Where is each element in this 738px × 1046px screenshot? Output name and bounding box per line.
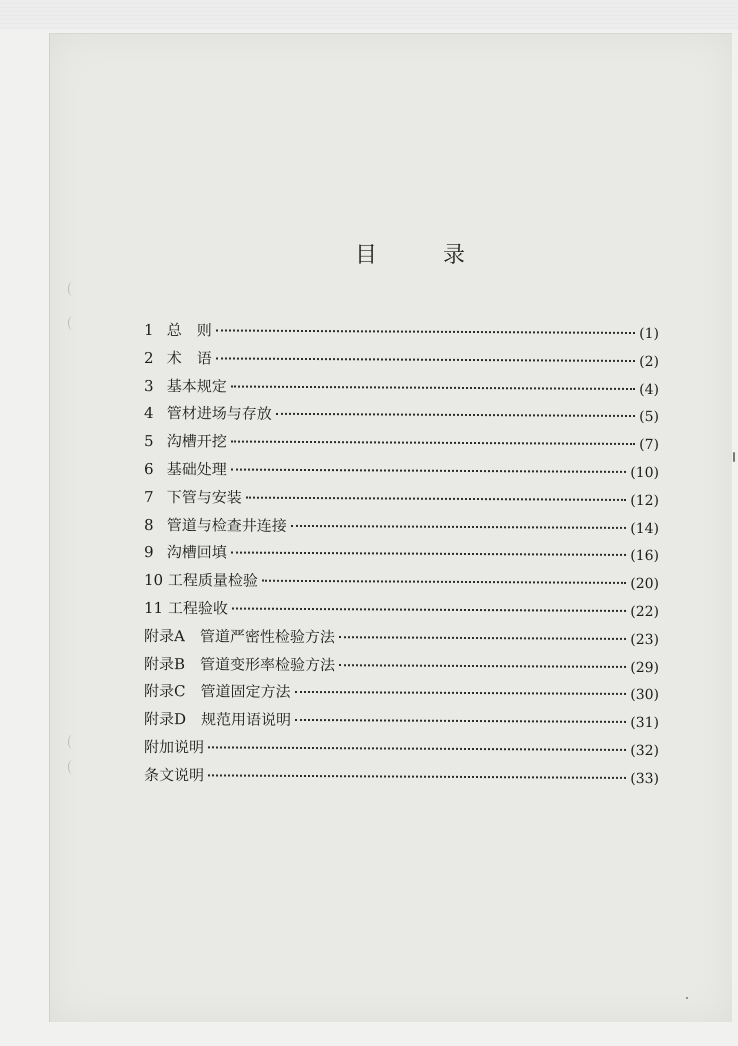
toc-entry-number: 附录A (143, 626, 185, 646)
toc-entry-page: (7) (639, 437, 660, 454)
toc-entry-label (144, 430, 227, 452)
toc-entry (144, 653, 659, 684)
toc-entry-page: (1) (639, 326, 660, 343)
toc-entry-label (144, 375, 227, 397)
toc-leader-dots (339, 636, 626, 640)
toc-entry-number: 附录B (143, 654, 186, 673)
toc-leader-dots (295, 719, 626, 723)
toc-entry-number: 9 (143, 543, 154, 562)
toc-leader-dots (231, 552, 626, 556)
toc-entry-page: (5) (639, 409, 660, 426)
toc-entry-title: 管道严密性检验方法 (199, 627, 335, 646)
toc-entry-number: 2 (143, 348, 154, 367)
toc-entry-title: 基础处理 (166, 460, 227, 479)
toc-entry-page: (10) (630, 464, 660, 482)
toc-entry-label (144, 486, 242, 508)
toc-entry-number: 7 (143, 487, 154, 506)
toc-entry-label (144, 625, 335, 647)
toc-entry-label (144, 319, 212, 340)
toc-entry-title: 管道与检查井连接 (166, 515, 287, 535)
toc-entry-page: (2) (639, 353, 660, 370)
toc-entry (144, 764, 659, 795)
scan-background (0, 0, 738, 30)
toc-leader-dots (208, 746, 626, 751)
toc-entry-title: 总 则 (166, 321, 212, 340)
toc-entry-number: 8 (143, 515, 154, 534)
toc-entry (144, 625, 659, 656)
toc-entry-title: 工程质量检验 (167, 571, 258, 590)
toc-entry-title: 沟槽开挖 (166, 432, 227, 451)
toc-entry (144, 541, 659, 572)
toc-entry-page: (30) (630, 687, 660, 704)
toc-entry-title: 基本规定 (166, 376, 227, 396)
toc-entry-number: 5 (143, 432, 154, 451)
toc-leader-dots (216, 357, 635, 362)
toc-entry-number: 11 (143, 598, 164, 618)
toc-entry-page: (20) (630, 576, 660, 593)
toc-entry-label (144, 402, 272, 424)
toc-leader-dots (231, 441, 635, 445)
scan-speck (686, 997, 688, 999)
toc-entry-page: (14) (630, 520, 660, 537)
toc-entry (144, 736, 659, 767)
toc-entry-page: (12) (630, 492, 660, 509)
toc-entry (144, 514, 659, 545)
toc-entry-number: 10 (143, 571, 164, 590)
toc-entry (144, 430, 659, 461)
toc-entry-title: 管道固定方法 (200, 682, 291, 702)
toc-entry-number: 附录C (143, 682, 186, 701)
toc-entry-number: 1 (143, 321, 154, 340)
toc-entry-label (144, 680, 291, 702)
toc-leader-dots (232, 608, 626, 612)
toc-entry-page: (22) (630, 603, 660, 621)
toc-entry-title: 条文说明 (143, 765, 205, 785)
toc-entry (144, 569, 659, 600)
toc-entry-title: 管道变形率检验方法 (200, 654, 336, 674)
toc-entry-label (144, 541, 227, 563)
toc-entry (144, 597, 659, 628)
toc-entry-label (144, 708, 291, 730)
toc-entry (144, 375, 659, 406)
toc-entry-label (144, 514, 287, 536)
toc-leader-dots (231, 385, 635, 389)
toc-entry-title: 下管与安装 (166, 487, 242, 507)
table-of-contents (144, 319, 659, 792)
scan-speck (733, 452, 735, 462)
toc-leader-dots (208, 774, 626, 779)
toc-entry-number: 4 (143, 404, 154, 423)
toc-entry-title: 规范用语说明 (201, 710, 292, 730)
toc-entry-number: 3 (143, 376, 154, 395)
toc-entry-title: 沟槽回填 (166, 543, 227, 562)
toc-entry-title: 管材进场与存放 (166, 404, 272, 424)
toc-entry (144, 680, 659, 711)
punch-hole (68, 316, 77, 330)
toc-leader-dots (339, 664, 626, 668)
toc-entry-label (144, 347, 212, 368)
toc-entry-title: 附加说明 (143, 737, 205, 757)
toc-entry (144, 458, 659, 489)
title-char: 目 (355, 242, 378, 268)
toc-entry-title: 术 语 (166, 348, 212, 368)
toc-leader-dots (262, 580, 626, 584)
toc-leader-dots (295, 691, 627, 695)
toc-entry-label (144, 764, 204, 785)
toc-entry (144, 319, 659, 350)
toc-entry-page: (31) (630, 715, 660, 732)
punch-hole (68, 760, 77, 774)
toc-entry-page: (23) (630, 631, 660, 648)
punch-hole (68, 282, 77, 296)
toc-entry (144, 486, 659, 517)
punch-hole (68, 735, 77, 749)
toc-entry-number: 附录D (143, 710, 187, 729)
toc-leader-dots (216, 329, 635, 334)
toc-entry-label (144, 569, 258, 591)
title-char: 录 (442, 242, 465, 268)
toc-leader-dots (246, 496, 626, 500)
page-title (355, 236, 465, 270)
toc-entry-label (144, 736, 204, 757)
toc-entry (144, 402, 659, 433)
toc-entry-page: (16) (630, 548, 660, 565)
toc-entry (144, 347, 659, 378)
toc-entry-number: 6 (143, 459, 154, 479)
toc-leader-dots (231, 469, 626, 473)
toc-entry-page: (33) (630, 770, 660, 787)
toc-entry-page: (29) (630, 659, 660, 676)
toc-leader-dots (276, 413, 635, 417)
toc-entry-title: 工程验收 (167, 599, 228, 618)
toc-entry (144, 708, 659, 739)
toc-entry-page: (32) (630, 742, 660, 760)
toc-entry-label (144, 458, 227, 480)
toc-entry-label (144, 597, 228, 619)
toc-leader-dots (291, 524, 626, 528)
toc-entry-page: (4) (639, 381, 660, 398)
toc-entry-label (144, 653, 335, 675)
